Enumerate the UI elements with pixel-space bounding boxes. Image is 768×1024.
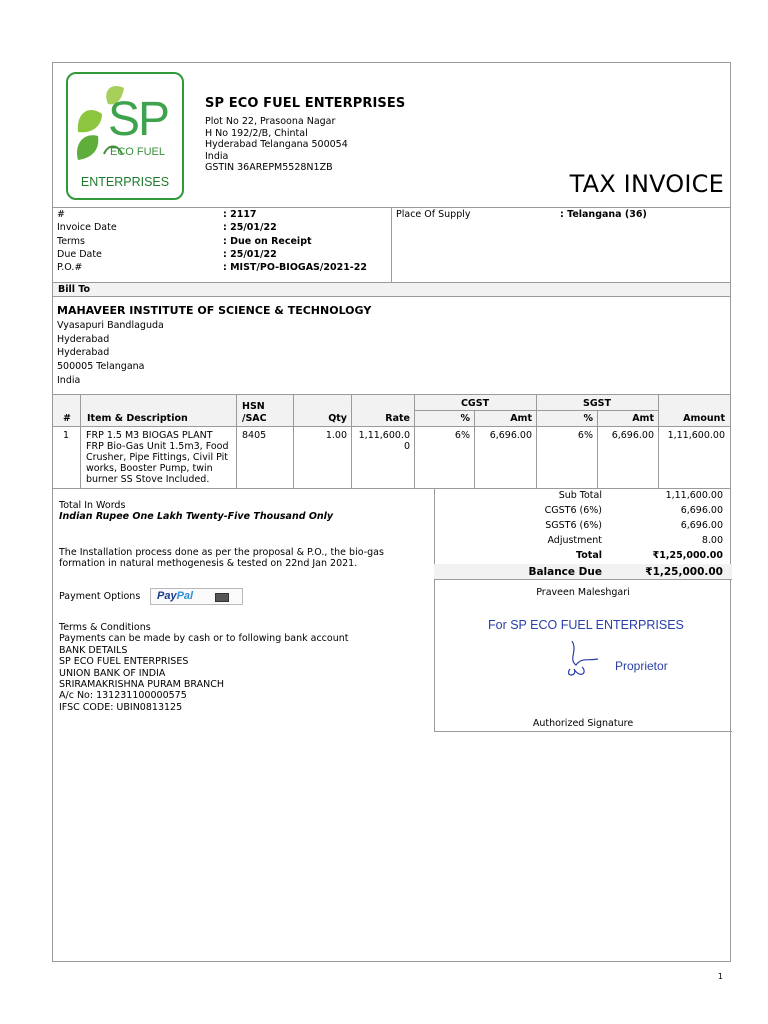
terms-line: A/c No: 131231100000575 xyxy=(59,690,187,702)
company-address-line: Plot No 22, Prasoona Nagar xyxy=(205,116,336,127)
customer-address-line: Hyderabad xyxy=(57,347,110,359)
logo-mark: SP xyxy=(108,93,169,146)
total-value: ₹1,25,000.00 xyxy=(652,550,723,561)
divider xyxy=(434,731,732,732)
terms-block xyxy=(59,622,348,713)
invoice-number: : 2117 xyxy=(223,209,257,220)
total-in-words-label: Total In Words xyxy=(59,500,126,511)
total-in-words-value: Indian Rupee One Lakh Twenty-Five Thousand Only xyxy=(59,511,334,523)
customer-address-line: India xyxy=(57,374,81,386)
logo-bottom-text: ENTERPRISES xyxy=(80,175,170,189)
po-label: P.O.# xyxy=(57,262,83,274)
sgst-label: SGST6 (6%) xyxy=(545,520,602,531)
signature-mark xyxy=(558,635,618,679)
authorized-signature-label: Authorized Signature xyxy=(532,718,634,729)
balance-due-label: Balance Due xyxy=(528,566,602,578)
row-sgst-pct: 6% xyxy=(577,430,593,441)
company-address-line: H No 192/2/B, Chintal xyxy=(205,127,308,139)
company-address-line: India xyxy=(205,150,229,162)
cgst-value: 6,696.00 xyxy=(680,505,723,516)
invoice-date: : 25/01/22 xyxy=(223,222,277,234)
divider xyxy=(391,207,392,282)
payment-options-label: Payment Options xyxy=(59,591,141,602)
divider xyxy=(351,394,352,488)
paypal-button[interactable] xyxy=(150,588,243,605)
row-cgst-pct: 6% xyxy=(454,430,470,441)
installation-note xyxy=(59,547,384,570)
divider xyxy=(80,394,81,488)
due-date-label: Due Date xyxy=(57,248,102,260)
row-cgst-amt: 6,696.00 xyxy=(489,430,532,441)
customer-address-line: Hyderabad xyxy=(57,333,110,345)
company-address-line: Hyderabad Telangana 500054 xyxy=(205,139,348,150)
place-of-supply-label: Place Of Supply xyxy=(396,209,471,220)
terms-line: SP ECO FUEL ENTERPRISES xyxy=(59,656,189,668)
terms-label: Terms & Conditions xyxy=(59,622,151,633)
logo-subtitle: ECO FUEL xyxy=(110,146,166,158)
terms-line: BANK DETAILS xyxy=(59,644,128,656)
note-line: formation in natural methogenesis & tested on 22nd Jan 2021. xyxy=(59,558,358,570)
row-item xyxy=(86,430,236,485)
terms-line: SRIRAMAKRISHNA PURAM BRANCH xyxy=(59,679,225,691)
sgst-value: 6,696.00 xyxy=(680,520,723,531)
page-number: 1 xyxy=(717,972,723,981)
document-title: TAX INVOICE xyxy=(569,170,724,198)
col-header-sac: /SAC xyxy=(242,413,267,424)
stamp-role: Proprietor xyxy=(615,659,668,673)
row-rate xyxy=(353,430,410,452)
customer-address-line: Vyasapuri Bandlaguda xyxy=(57,320,164,331)
col-header-cgst-pct: % xyxy=(460,413,470,424)
divider xyxy=(658,394,659,488)
col-header-cgst: CGST xyxy=(460,398,490,409)
divider xyxy=(53,488,730,489)
company-stamp-text: For SP ECO FUEL ENTERPRISES xyxy=(488,618,684,632)
col-header-num: # xyxy=(63,413,71,424)
divider xyxy=(236,394,237,488)
row-qty: 1.00 xyxy=(325,430,347,441)
balance-due-value: ₹1,25,000.00 xyxy=(645,566,723,578)
col-header-item: Item & Description xyxy=(87,413,188,424)
col-header-sgst-amt: Amt xyxy=(632,413,654,424)
subtotal-value: 1,11,600.00 xyxy=(665,490,723,501)
invoice-number-label: # xyxy=(57,209,65,220)
terms-line: Payments can be made by cash or to following bank account xyxy=(59,633,349,645)
company-name: SP ECO FUEL ENTERPRISES xyxy=(205,96,406,111)
bill-to-band xyxy=(53,282,730,297)
customer-address-line: 500005 Telangana xyxy=(57,361,145,373)
rate-line: 0 xyxy=(403,441,410,452)
col-header-hsn: HSN xyxy=(242,401,265,412)
bill-to-label: Bill To xyxy=(58,284,91,295)
paypal-logo: PayPal xyxy=(157,590,194,602)
divider xyxy=(474,410,475,488)
invoice-date-label: Invoice Date xyxy=(57,222,117,234)
row-num: 1 xyxy=(63,430,70,441)
item-desc-line: FRP Bio-Gas Unit 1.5m3, Food xyxy=(86,441,229,452)
col-header-rate: Rate xyxy=(385,413,410,424)
item-title: FRP 1.5 M3 BIOGAS PLANT xyxy=(86,430,213,441)
rate-line: 1,11,600.0 xyxy=(358,430,410,441)
row-amount: 1,11,600.00 xyxy=(667,430,725,441)
row-sgst-amt: 6,696.00 xyxy=(611,430,654,441)
terms-label: Terms xyxy=(57,235,85,247)
terms-line: IFSC CODE: UBIN0813125 xyxy=(59,701,183,713)
note-line: The Installation process done as per the proposal & P.O., the bio-gas xyxy=(59,547,384,558)
total-label: Total xyxy=(576,550,602,561)
col-header-sgst-pct: % xyxy=(583,413,593,424)
divider xyxy=(434,488,435,732)
customer-address xyxy=(57,319,164,388)
divider xyxy=(597,410,598,488)
signer-name: Praveen Maleshgari xyxy=(536,587,630,598)
item-desc-line: Crusher, Pipe Fittings, Civil Pit xyxy=(86,452,228,463)
terms-line: UNION BANK OF INDIA xyxy=(59,667,166,679)
po-number: : MIST/PO-BIOGAS/2021-22 xyxy=(223,262,367,274)
divider xyxy=(434,579,732,580)
cgst-label: CGST6 (6%) xyxy=(544,505,602,516)
col-header-amount: Amount xyxy=(683,413,725,424)
company-gstin: GSTIN 36AREPM5528N1ZB xyxy=(205,162,333,173)
company-logo xyxy=(66,72,184,200)
item-desc-line: burner SS Stove Included. xyxy=(86,474,210,485)
invoice-frame xyxy=(52,62,731,962)
place-of-supply: : Telangana (36) xyxy=(560,209,647,220)
divider xyxy=(293,394,294,488)
card-icon xyxy=(215,593,229,602)
total-in-words xyxy=(59,500,333,523)
company-block xyxy=(205,96,405,174)
subtotal-label: Sub Total xyxy=(558,490,602,501)
due-date: : 25/01/22 xyxy=(223,248,277,260)
col-header-sgst: SGST xyxy=(583,398,611,409)
col-header-cgst-amt: Amt xyxy=(510,413,532,424)
item-desc-line: works, Booster Pump, twin xyxy=(86,463,213,474)
terms-value: : Due on Receipt xyxy=(223,235,312,247)
col-header-qty: Qty xyxy=(328,413,347,424)
customer-name: MAHAVEER INSTITUTE OF SCIENCE & TECHNOLOGY xyxy=(57,304,372,317)
adjustment-label: Adjustment xyxy=(547,535,602,546)
adjustment-value: 8.00 xyxy=(701,535,723,546)
row-hsn: 8405 xyxy=(242,430,267,441)
